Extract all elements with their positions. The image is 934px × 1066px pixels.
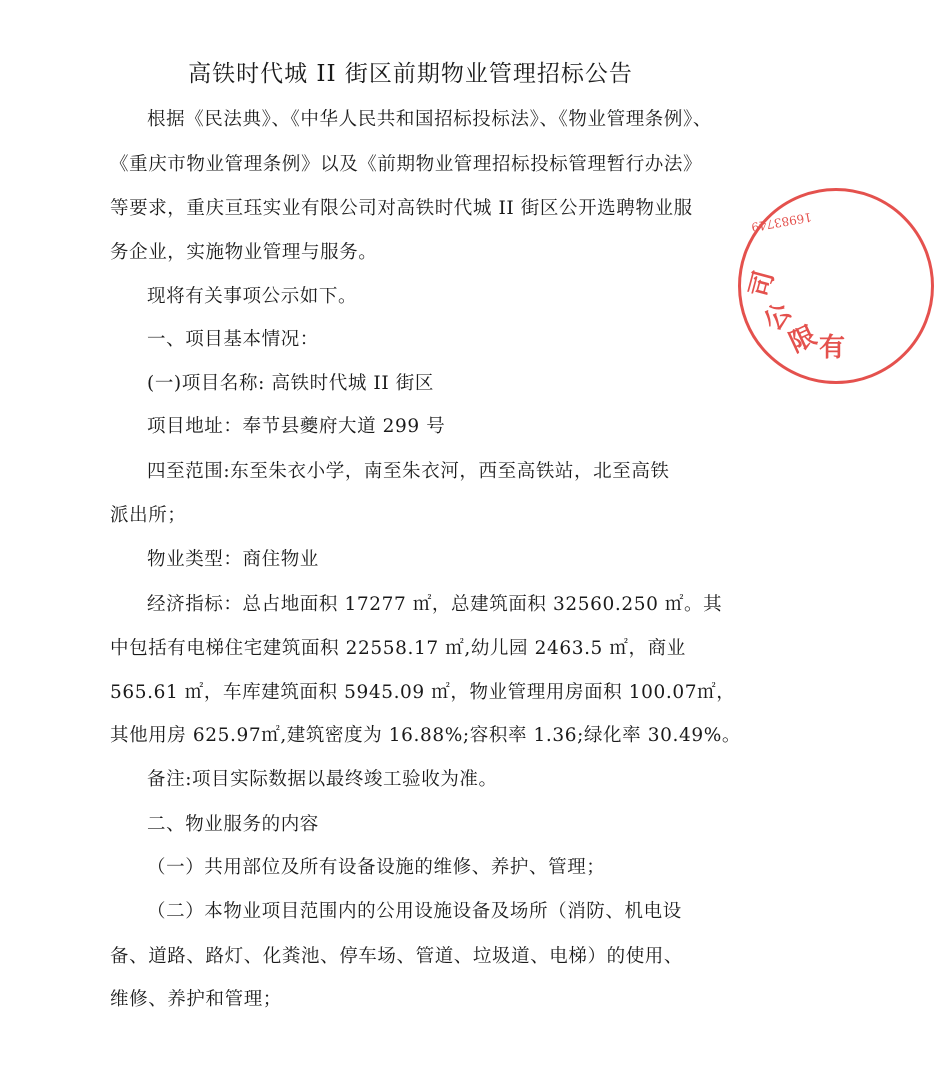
paragraph-line: 中包括有电梯住宅建筑面积 22558.17 ㎡,幼儿园 2463.5 ㎡，商业 — [110, 638, 686, 659]
document-title: 高铁时代城 II 街区前期物业管理招标公告 — [188, 61, 633, 87]
paragraph-line: 四至范围:东至朱衣小学，南至朱衣河，西至高铁站，北至高铁 — [147, 461, 670, 482]
paragraph-line: (一)项目名称: 高铁时代城 II 街区 — [147, 373, 434, 394]
paragraph-line: 务企业，实施物业管理与服务。 — [110, 242, 378, 263]
section-heading: 二、物业服务的内容 — [147, 814, 319, 835]
paragraph-line: （二）本物业项目范围内的公用设施设备及场所（消防、机电设 — [147, 901, 682, 922]
paragraph-line: 等要求，重庆亘珏实业有限公司对高铁时代城 II 街区公开选聘物业服 — [110, 198, 693, 219]
paragraph-line: 现将有关事项公示如下。 — [147, 286, 358, 307]
paragraph-line: 经济指标：总占地面积 17277 ㎡，总建筑面积 32560.250 ㎡。其 — [147, 594, 723, 615]
paragraph-line: 维修、养护和管理； — [110, 989, 282, 1010]
paragraph-line: 其他用房 625.97㎡,建筑密度为 16.88%;容积率 1.36;绿化率 30.49%。 — [110, 725, 741, 746]
paragraph-line: （一）共用部位及所有设备设施的维修、养护、管理； — [147, 857, 606, 878]
paragraph-line: 备、道路、路灯、化粪池、停车场、管道、垃圾道、电梯）的使用、 — [110, 946, 684, 967]
paragraph-line: 《重庆市物业管理条例》以及《前期物业管理招标投标管理暂行办法》 — [110, 154, 703, 175]
paragraph-line: 派出所； — [110, 505, 187, 526]
paragraph-line: 565.61 ㎡，车库建筑面积 5945.09 ㎡，物业管理用房面积 100.07㎡， — [110, 682, 736, 703]
paragraph-line: 备注:项目实际数据以最终竣工验收为准。 — [147, 769, 498, 790]
paragraph-line: 根据《民法典》、《中华人民共和国招标投标法》、《物业管理条例》、 — [147, 109, 712, 130]
company-seal-stamp: 司 公 限 有 16983749 — [738, 188, 934, 384]
section-heading: 一、项目基本情况： — [147, 329, 319, 350]
paragraph-line: 物业类型：商住物业 — [147, 549, 319, 570]
paragraph-line: 项目地址：奉节县夔府大道 299 号 — [147, 416, 446, 437]
